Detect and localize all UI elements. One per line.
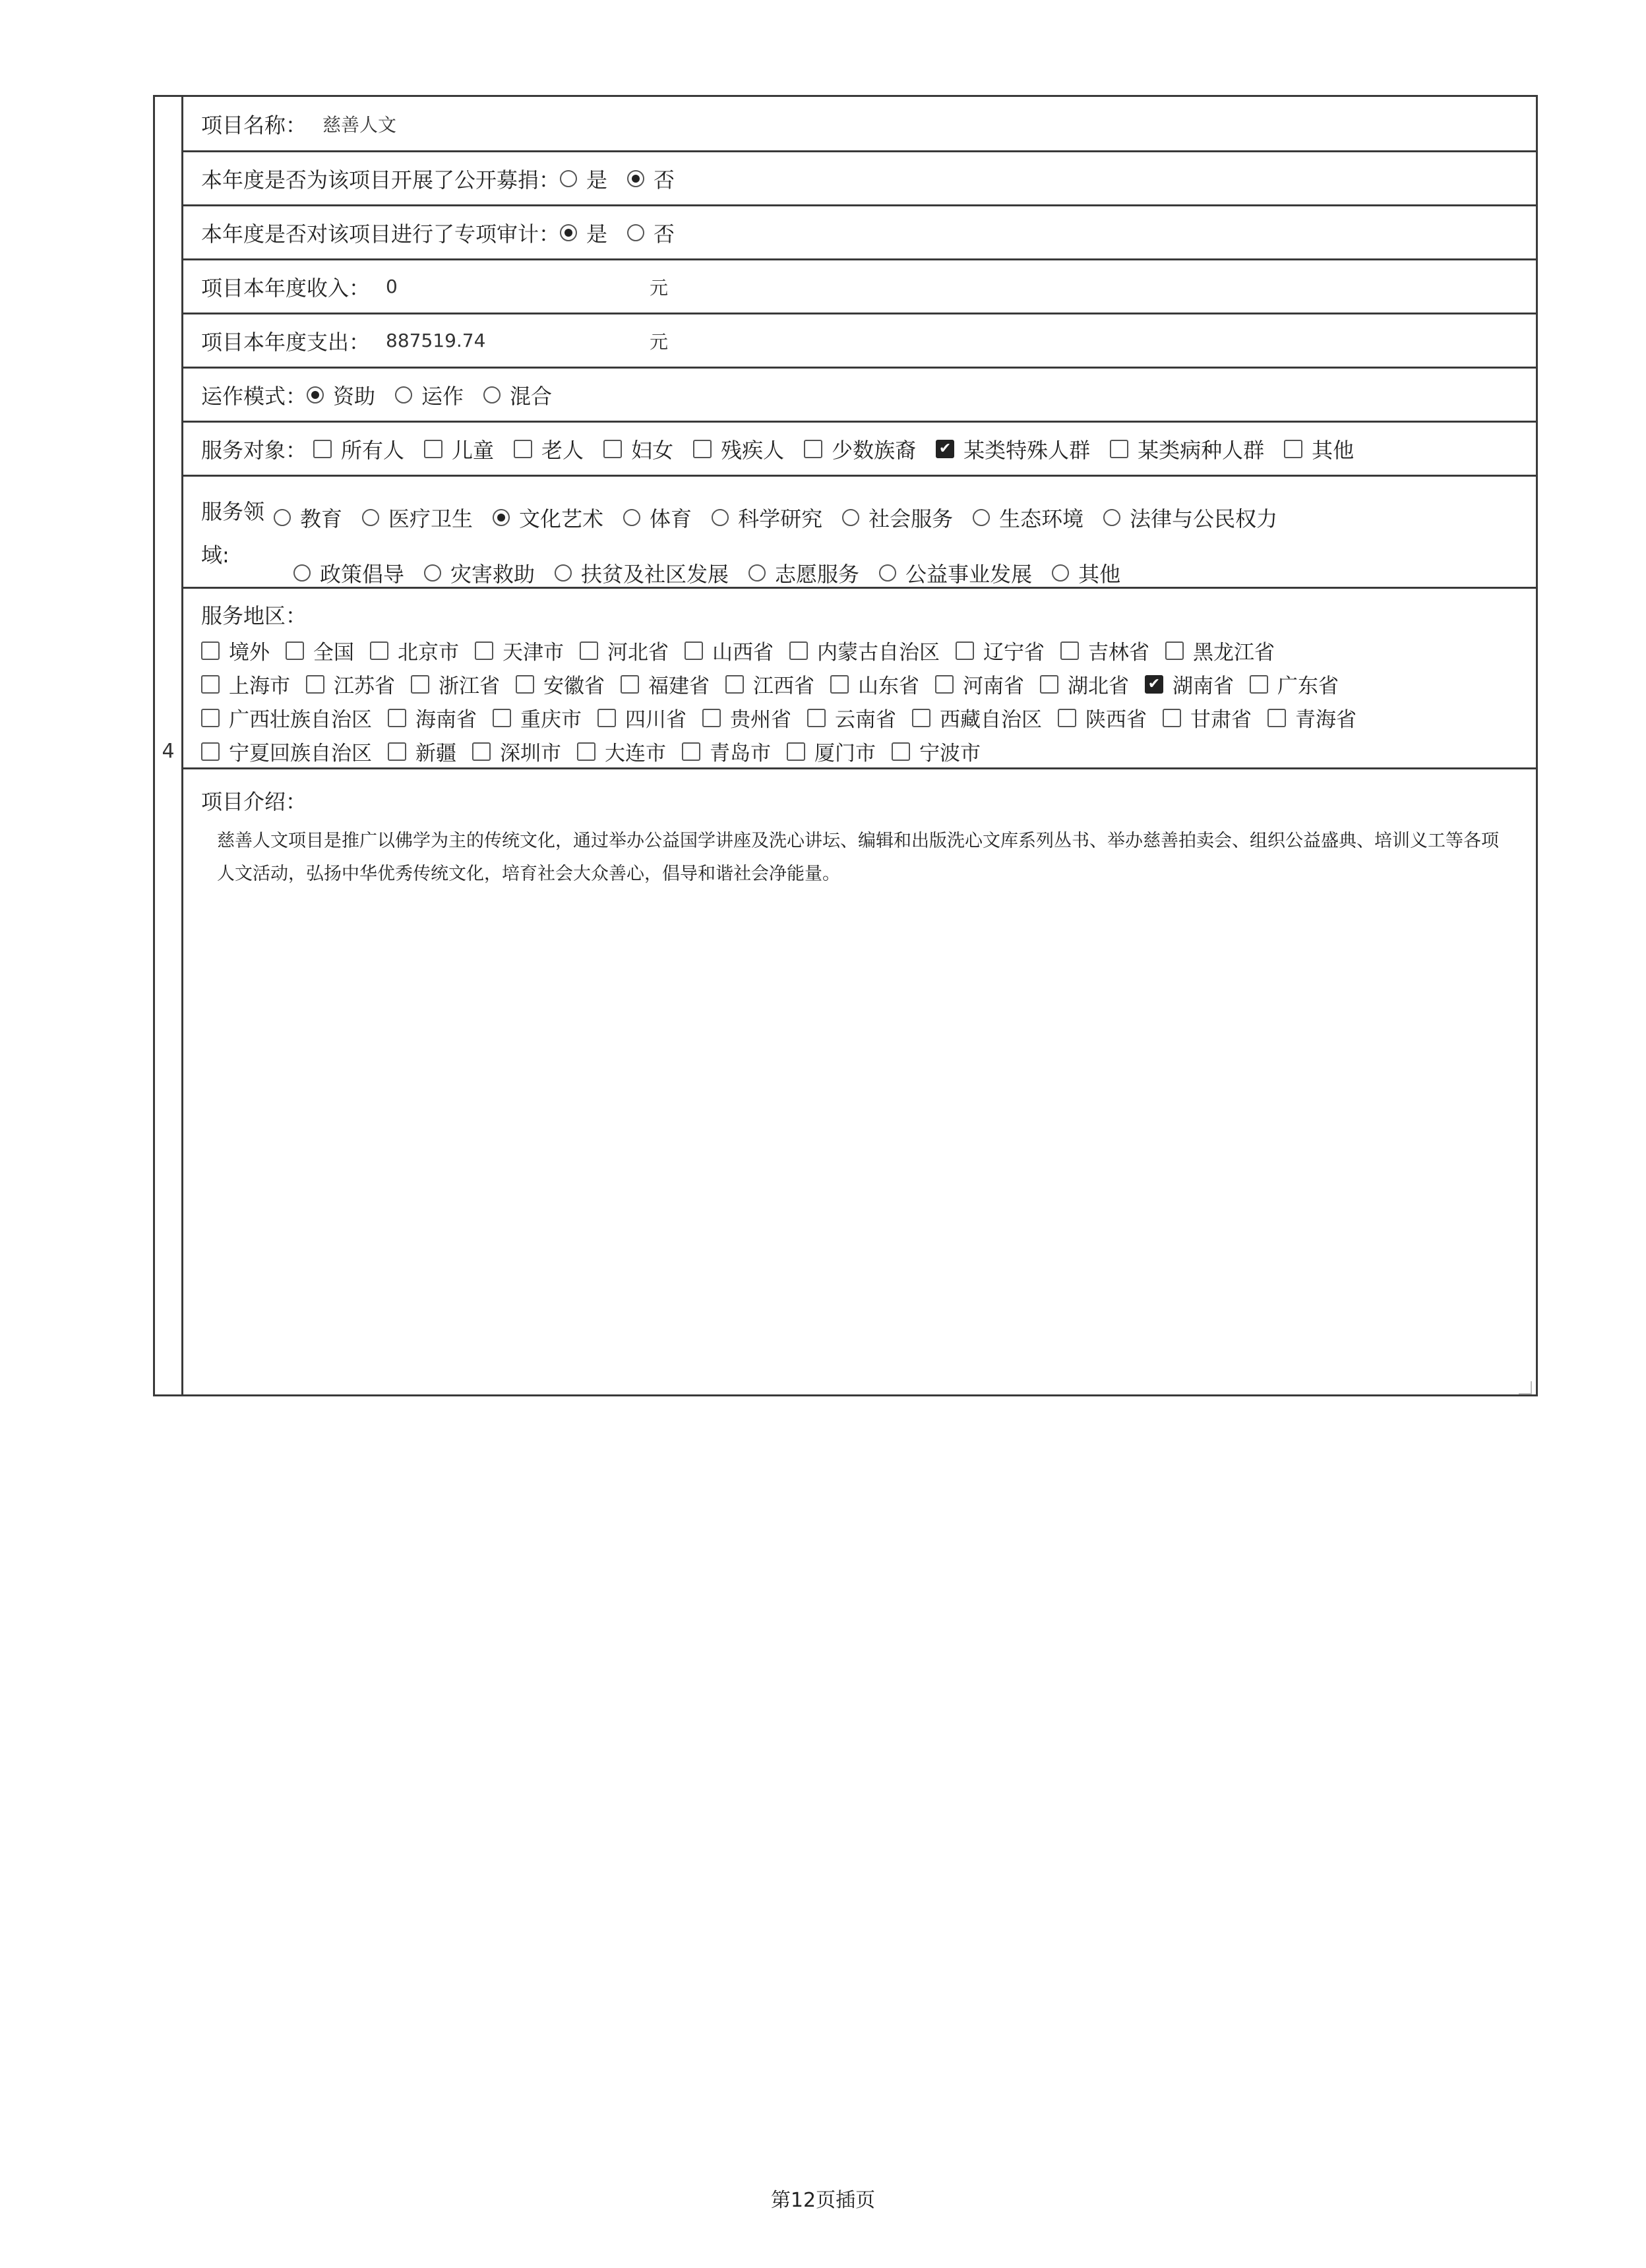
option-label: 扶贫及社区发展 — [581, 562, 729, 587]
service-target-option[interactable] — [514, 434, 584, 464]
radio-button[interactable] — [842, 509, 859, 526]
radio-button[interactable] — [395, 386, 412, 403]
radio-button[interactable] — [623, 509, 640, 526]
option-label: 甘肃省 — [1190, 708, 1252, 732]
service-region-option[interactable] — [580, 636, 669, 665]
radio-button[interactable] — [274, 509, 291, 526]
income-unit: 元 — [650, 276, 669, 299]
service-region-option[interactable] — [1145, 669, 1234, 699]
public-fundraising-row — [181, 152, 1536, 206]
service-region-option[interactable] — [807, 703, 896, 732]
row-number-column — [155, 97, 183, 1394]
service-domain-option[interactable] — [748, 558, 859, 588]
radio-button[interactable] — [748, 564, 766, 582]
project-intro-text[interactable]: 慈善人文项目是推广以佛学为主的传统文化，通过举办公益国学讲座及洗心讲坛、编辑和出版洗心文库系列丛书、举办慈善拍卖会、组织公益盛典、培训义工等各项人文活动，弘扬中华优秀传统文化，培育社会大众善心，倡导和谐社会净能量。 — [217, 831, 1499, 884]
option-label: 某类特殊人群 — [963, 437, 1091, 463]
service-region-option[interactable] — [577, 736, 666, 766]
service-region-option[interactable] — [597, 703, 686, 732]
option-label: 江苏省 — [334, 674, 395, 698]
service-target-row — [181, 423, 1536, 477]
option-label: 江西省 — [753, 674, 814, 698]
option-label: 河北省 — [607, 641, 669, 665]
service-region-line — [201, 701, 1536, 734]
checkbox[interactable] — [313, 440, 332, 458]
operation-mode-option[interactable] — [395, 380, 464, 410]
service-region-option[interactable] — [286, 636, 354, 665]
option-label: 社会服务 — [869, 506, 954, 531]
radio-button[interactable] — [362, 509, 379, 526]
option-label: 医疗卫生 — [388, 506, 473, 531]
option-label: 运作 — [421, 383, 464, 409]
service-region-option[interactable] — [388, 703, 477, 732]
radio-button[interactable] — [1052, 564, 1069, 582]
service-region-option[interactable] — [912, 703, 1042, 732]
service-domain-row — [181, 477, 1536, 589]
special-audit-no-option[interactable] — [627, 218, 675, 248]
option-label: 否 — [654, 221, 675, 247]
checkbox[interactable] — [789, 642, 808, 660]
service-region-option[interactable] — [1267, 703, 1356, 732]
option-label: 文化艺术 — [519, 506, 604, 531]
option-label: 北京市 — [398, 641, 459, 665]
radio-button-selected[interactable] — [493, 509, 510, 526]
service-region-option[interactable] — [493, 703, 582, 732]
service-region-option[interactable] — [789, 636, 940, 665]
service-region-option[interactable] — [621, 669, 710, 699]
option-label: 资助 — [333, 383, 376, 409]
expense-label: 项目本年度支出： — [201, 329, 371, 355]
checkbox[interactable] — [516, 675, 534, 694]
service-domain-option[interactable] — [712, 502, 822, 533]
service-region-option[interactable] — [516, 669, 605, 699]
operation-mode-option[interactable] — [307, 380, 375, 410]
checkbox[interactable] — [201, 642, 220, 660]
service-target-label: 服务对象： — [201, 437, 307, 463]
service-region-row — [181, 589, 1536, 769]
service-region-options — [201, 634, 1536, 768]
checkbox[interactable] — [912, 709, 930, 727]
option-label: 新疆 — [415, 742, 456, 765]
checkbox[interactable] — [411, 675, 429, 694]
project-intro-label: 项目介绍： — [201, 789, 307, 814]
option-label: 大连市 — [605, 742, 666, 765]
option-label: 海南省 — [415, 708, 477, 732]
option-label: 某类病种人群 — [1138, 437, 1265, 463]
service-region-option[interactable] — [1250, 669, 1339, 699]
option-label: 湖北省 — [1068, 674, 1129, 698]
service-region-option[interactable] — [388, 736, 456, 766]
option-label: 少数族裔 — [832, 437, 917, 463]
project-name-row — [181, 97, 1536, 152]
service-region-option[interactable] — [892, 736, 981, 766]
option-label: 宁波市 — [919, 742, 981, 765]
option-label: 儿童 — [452, 437, 495, 463]
service-target-option[interactable] — [313, 434, 404, 464]
service-region-option[interactable] — [472, 736, 561, 766]
service-target-option[interactable] — [603, 434, 673, 464]
checkbox[interactable] — [475, 642, 493, 660]
option-label: 残疾人 — [721, 437, 785, 463]
checkbox[interactable] — [935, 675, 954, 694]
option-label: 天津市 — [503, 641, 564, 665]
service-region-option[interactable] — [201, 703, 372, 732]
option-label: 河南省 — [963, 674, 1024, 698]
service-region-option[interactable] — [1163, 703, 1252, 732]
checkbox-checked[interactable] — [936, 440, 954, 458]
checkbox[interactable] — [1250, 675, 1268, 694]
service-region-option[interactable] — [830, 669, 919, 699]
checkbox[interactable] — [493, 709, 511, 727]
radio-button[interactable] — [712, 509, 729, 526]
checkmark-icon: ✔ — [1147, 675, 1161, 692]
checkbox[interactable] — [807, 709, 826, 727]
service-target-option[interactable] — [693, 434, 784, 464]
option-label: 福建省 — [648, 674, 710, 698]
service-region-option[interactable] — [201, 736, 372, 766]
checkbox[interactable] — [580, 642, 598, 660]
option-label: 四川省 — [625, 708, 686, 732]
option-label: 法律与公民权力 — [1130, 506, 1278, 531]
radio-button[interactable] — [424, 564, 441, 582]
service-domain-line-1 — [274, 490, 1536, 545]
checkbox[interactable] — [597, 709, 616, 727]
option-label: 否 — [654, 167, 675, 193]
option-label: 志愿服务 — [775, 562, 860, 587]
option-label: 科学研究 — [738, 506, 823, 531]
checkbox[interactable] — [1165, 642, 1184, 660]
service-domain-option[interactable] — [293, 558, 404, 588]
option-label: 境外 — [229, 641, 270, 665]
project-name-value[interactable]: 慈善人文 — [322, 113, 397, 136]
checkbox[interactable] — [388, 742, 406, 761]
checkbox[interactable] — [1163, 709, 1181, 727]
checkbox[interactable] — [1040, 675, 1058, 694]
service-region-option[interactable] — [1165, 636, 1275, 665]
checkbox[interactable] — [201, 709, 220, 727]
service-region-option[interactable] — [1058, 703, 1147, 732]
project-name-label: 项目名称： — [201, 112, 307, 138]
checkbox[interactable] — [286, 642, 304, 660]
service-region-option[interactable] — [475, 636, 564, 665]
service-domain-option[interactable] — [842, 502, 953, 533]
option-label: 辽宁省 — [983, 641, 1045, 665]
project-intro-row — [181, 769, 1536, 1398]
expense-unit: 元 — [650, 330, 669, 353]
service-target-option[interactable] — [936, 434, 1090, 464]
checkbox[interactable] — [1110, 440, 1128, 458]
option-label: 上海市 — [229, 674, 290, 698]
checkbox[interactable] — [370, 642, 388, 660]
checkbox[interactable] — [424, 440, 442, 458]
option-label: 全国 — [313, 641, 354, 665]
service-region-option[interactable] — [1040, 669, 1129, 699]
service-domain-option[interactable] — [362, 502, 473, 533]
option-label: 内蒙古自治区 — [817, 641, 940, 665]
service-target-option[interactable] — [424, 434, 494, 464]
operation-mode-option[interactable] — [483, 380, 552, 410]
checkbox[interactable] — [621, 675, 639, 694]
option-label: 山西省 — [712, 641, 774, 665]
option-label: 宁夏回族自治区 — [229, 742, 372, 765]
option-label: 灾害救助 — [450, 562, 535, 587]
checkbox[interactable] — [514, 440, 532, 458]
special-audit-yes-option[interactable] — [560, 218, 607, 248]
radio-button[interactable] — [1103, 509, 1120, 526]
option-label: 浙江省 — [439, 674, 500, 698]
option-label: 教育 — [300, 506, 343, 531]
service-region-block — [201, 599, 1536, 768]
radio-button[interactable] — [483, 386, 501, 403]
service-region-label: 服务地区： — [201, 603, 307, 628]
option-label: 陕西省 — [1085, 708, 1147, 732]
service-region-option[interactable] — [1060, 636, 1149, 665]
project-form — [153, 95, 1538, 1396]
row-number: 4 — [162, 740, 175, 763]
service-region-line — [201, 667, 1536, 701]
checkbox[interactable] — [787, 742, 805, 761]
option-label: 其他 — [1078, 562, 1121, 587]
checkbox[interactable] — [725, 675, 744, 694]
checkbox[interactable] — [956, 642, 974, 660]
service-domain-label: 服务领域: — [201, 499, 265, 568]
expense-row — [181, 314, 1536, 369]
checkbox[interactable] — [685, 642, 703, 660]
service-domain-option[interactable] — [1103, 502, 1277, 533]
page-footer: 第12页插页 — [770, 2189, 876, 2212]
option-label: 混合 — [510, 383, 553, 409]
service-domain-block — [201, 477, 1536, 601]
income-row — [181, 260, 1536, 314]
option-label: 贵州省 — [730, 708, 791, 732]
service-domain-option[interactable] — [879, 558, 1032, 588]
checkbox[interactable] — [1058, 709, 1076, 727]
option-label: 是 — [586, 167, 608, 193]
option-label: 厦门市 — [814, 742, 876, 765]
operation-mode-label: 运作模式： — [201, 383, 307, 409]
option-label: 政策倡导 — [320, 562, 405, 587]
income-label: 项目本年度收入： — [201, 275, 371, 301]
checkbox[interactable] — [201, 675, 220, 694]
service-region-option[interactable] — [956, 636, 1045, 665]
service-domain-options — [274, 490, 1536, 601]
radio-button[interactable] — [973, 509, 990, 526]
checkbox[interactable] — [201, 742, 220, 761]
checkbox[interactable] — [472, 742, 491, 761]
option-label: 湖南省 — [1173, 674, 1234, 698]
option-label: 广西壮族自治区 — [229, 708, 372, 732]
checkbox-checked[interactable] — [1145, 675, 1163, 694]
service-target-option[interactable] — [1110, 434, 1264, 464]
option-label: 公益事业发展 — [905, 562, 1033, 587]
service-region-option[interactable] — [201, 636, 270, 665]
resize-grip-icon[interactable] — [1519, 1381, 1532, 1394]
service-target-options — [313, 434, 1374, 464]
checkbox[interactable] — [603, 440, 622, 458]
service-domain-option[interactable] — [623, 502, 692, 533]
option-label: 体育 — [650, 506, 692, 531]
checkbox[interactable] — [306, 675, 324, 694]
option-label: 安徽省 — [543, 674, 605, 698]
operation-mode-row — [181, 369, 1536, 423]
checkbox[interactable] — [693, 440, 712, 458]
option-label: 老人 — [541, 437, 584, 463]
public-fundraising-yes-option[interactable] — [560, 164, 607, 194]
income-value[interactable]: 0 — [386, 276, 398, 297]
checkbox[interactable] — [1267, 709, 1286, 727]
checkbox[interactable] — [892, 742, 910, 761]
radio-button[interactable] — [627, 224, 644, 241]
special-audit-label: 本年度是否对该项目进行了专项审计： — [201, 221, 561, 247]
option-label: 山东省 — [858, 674, 919, 698]
service-domain-option[interactable] — [1052, 558, 1120, 588]
radio-button-selected[interactable] — [627, 170, 644, 187]
service-target-option[interactable] — [804, 434, 916, 464]
option-label: 重庆市 — [520, 708, 582, 732]
option-label: 其他 — [1312, 437, 1355, 463]
option-label: 广东省 — [1277, 674, 1339, 698]
service-region-option[interactable] — [787, 736, 876, 766]
checkbox[interactable] — [702, 709, 721, 727]
option-label: 云南省 — [835, 708, 896, 732]
radio-button[interactable] — [879, 564, 896, 582]
option-label: 生态环境 — [999, 506, 1084, 531]
service-domain-option[interactable] — [973, 502, 1083, 533]
service-region-option[interactable] — [935, 669, 1024, 699]
service-region-option[interactable] — [682, 736, 771, 766]
checkbox[interactable] — [388, 709, 406, 727]
checkbox[interactable] — [1284, 440, 1302, 458]
service-region-line — [201, 634, 1536, 667]
public-fundraising-label: 本年度是否为该项目开展了公开募捐： — [201, 167, 561, 193]
service-region-option[interactable] — [702, 703, 791, 732]
service-region-option[interactable] — [411, 669, 500, 699]
option-label: 是 — [586, 221, 608, 247]
radio-button[interactable] — [560, 170, 577, 187]
expense-value[interactable]: 887519.74 — [386, 330, 486, 351]
service-domain-option[interactable] — [424, 558, 535, 588]
checkbox[interactable] — [682, 742, 700, 761]
service-domain-option[interactable] — [555, 558, 729, 588]
option-label: 青海省 — [1295, 708, 1356, 732]
option-label: 吉林省 — [1088, 641, 1149, 665]
checkbox[interactable] — [830, 675, 849, 694]
service-region-option[interactable] — [685, 636, 774, 665]
checkmark-icon: ✔ — [938, 440, 952, 457]
service-region-option[interactable] — [370, 636, 459, 665]
service-region-option[interactable] — [201, 669, 290, 699]
option-label: 青岛市 — [710, 742, 771, 765]
checkbox[interactable] — [577, 742, 595, 761]
radio-button-selected[interactable] — [307, 386, 324, 403]
checkbox[interactable] — [1060, 642, 1079, 660]
service-domain-option[interactable] — [274, 502, 342, 533]
radio-button-selected[interactable] — [560, 224, 577, 241]
service-region-option[interactable] — [306, 669, 395, 699]
option-label: 深圳市 — [500, 742, 561, 765]
service-region-line — [201, 734, 1536, 768]
radio-button[interactable] — [293, 564, 311, 582]
option-label: 黑龙江省 — [1193, 641, 1275, 665]
option-label: 西藏自治区 — [940, 708, 1042, 732]
service-target-option[interactable] — [1284, 434, 1354, 464]
option-label: 所有人 — [341, 437, 405, 463]
special-audit-row — [181, 206, 1536, 260]
radio-button[interactable] — [555, 564, 572, 582]
service-region-option[interactable] — [725, 669, 814, 699]
public-fundraising-no-option[interactable] — [627, 164, 675, 194]
service-domain-option[interactable] — [493, 502, 603, 533]
option-label: 妇女 — [631, 437, 674, 463]
checkbox[interactable] — [804, 440, 822, 458]
